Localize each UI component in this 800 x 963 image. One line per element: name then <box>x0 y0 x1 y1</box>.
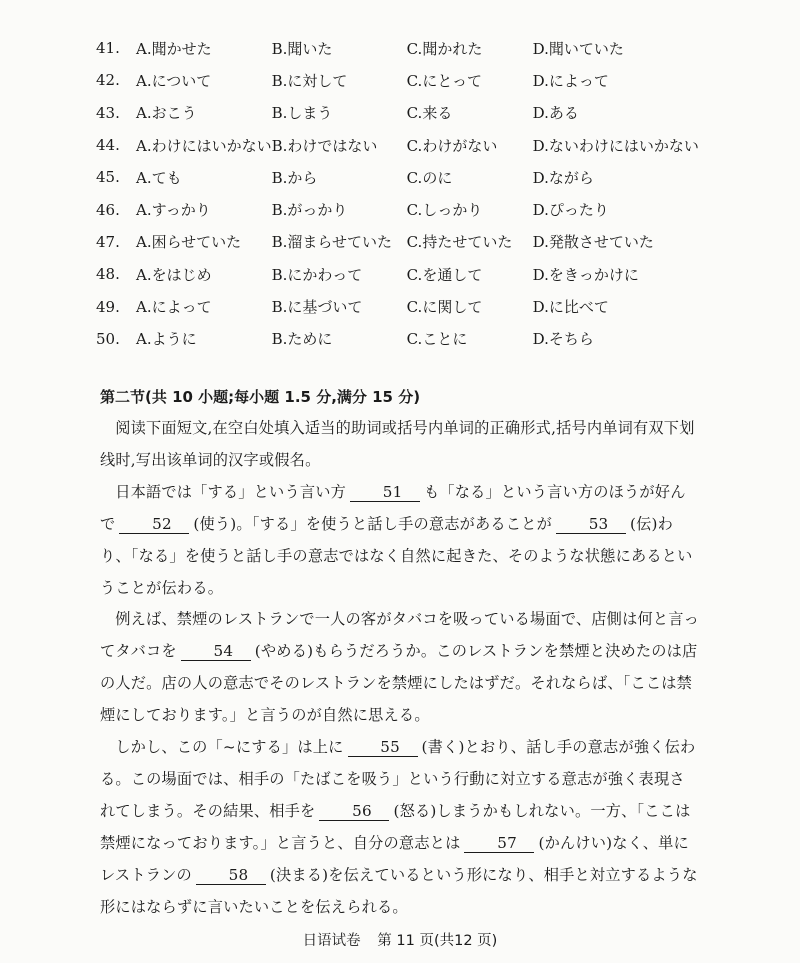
option-a: A.ても <box>136 168 182 187</box>
blank-53: 53 <box>556 515 626 534</box>
question-row <box>96 97 699 129</box>
question-number: 49. <box>96 297 120 316</box>
passage-text: 日本語では「する」という言い方 <box>115 482 346 501</box>
option-a: A.すっかり <box>136 201 211 220</box>
option-b: B.溜まらせていた <box>271 233 392 252</box>
option-b: B.がっかり <box>271 201 348 220</box>
instruction-paragraph: 阅读下面短文,在空白处填入适当的助词或括号内单词的正确形式,括号内单词有双下划线时,写出该单词的汉字或假名。 <box>100 419 695 469</box>
option-d: D.ないわけにはいかない <box>532 136 699 155</box>
question-number: 43. <box>96 103 120 122</box>
option-d: D.そちら <box>532 330 594 349</box>
option-b: B.に基づいて <box>271 298 363 317</box>
option-c: C.わけがない <box>406 136 498 155</box>
passage-text: (やめる)もらうだろうか。このレストランを禁煙と決めたのは店の人だ。店の人の意志でそのレストランを禁煙にしたはずだ。それならば、「ここは禁煙にしております。」と言うのが自然に思える。 <box>100 642 698 725</box>
option-d: D.をきっかけに <box>532 265 639 284</box>
blank-55: 55 <box>348 738 418 757</box>
footer-subject: 日语试卷 <box>302 933 361 949</box>
question-number: 48. <box>96 265 120 284</box>
option-c: C.のに <box>406 168 453 187</box>
option-d: D.ながら <box>532 168 594 187</box>
blank-56: 56 <box>319 802 389 821</box>
question-row <box>96 323 699 355</box>
option-d: D.ある <box>532 104 579 123</box>
option-b: B.わけではない <box>271 136 378 155</box>
option-c: C.持たせていた <box>406 233 513 252</box>
option-b: B.しまう <box>271 104 333 123</box>
passage-paragraph-3 <box>100 732 700 923</box>
options-table <box>96 32 699 355</box>
option-c: C.聞かれた <box>406 39 483 58</box>
option-d: D.発散させていた <box>532 233 654 252</box>
passage-paragraph-2 <box>100 604 700 732</box>
question-number: 46. <box>96 200 120 219</box>
question-number: 47. <box>96 232 120 251</box>
passage-text: (伝)わり、「なる」を使うと話し手の意志ではなく自然に起きた、そのような状態にあるということが伝わる。 <box>100 514 693 597</box>
passage-text: (使う)。「する」を使うと話し手の意志があることが <box>193 514 552 533</box>
option-c: C.しっかり <box>406 201 483 220</box>
option-c: C.来る <box>406 104 453 123</box>
question-row <box>96 64 699 96</box>
section-heading: 第二节(共 10 小题;每小题 1.5 分,满分 15 分) <box>100 388 421 406</box>
option-a: A.おこう <box>136 104 197 123</box>
option-a: A.わけにはいかない <box>136 136 272 155</box>
blank-54: 54 <box>181 642 251 661</box>
question-number: 50. <box>96 329 120 348</box>
option-d: D.聞いていた <box>532 39 624 58</box>
option-a: A.ように <box>136 330 197 349</box>
question-row <box>96 290 699 322</box>
option-a: A.聞かせた <box>136 39 212 58</box>
option-d: D.ぴったり <box>532 201 609 220</box>
option-d: D.に比べて <box>532 298 609 317</box>
option-b: B.聞いた <box>271 39 333 58</box>
question-row <box>96 193 699 225</box>
blank-57: 57 <box>464 834 534 853</box>
passage-text: も「なる」という言い方のほうが好んで <box>100 482 686 533</box>
blank-58: 58 <box>196 866 266 885</box>
footer-page-number: 第 11 页(共12 页) <box>377 933 498 949</box>
blank-51: 51 <box>350 483 420 502</box>
question-number: 41. <box>96 39 120 58</box>
blank-52: 52 <box>119 515 189 534</box>
option-b: B.に対して <box>271 71 348 90</box>
option-a: A.によって <box>136 298 212 317</box>
option-b: B.から <box>271 168 318 187</box>
passage-text: 例えば、禁煙のレストランで一人の客がタバコを吸っている場面で、店側は何と言ってタバコを <box>100 610 700 661</box>
question-row <box>96 161 699 193</box>
question-number: 44. <box>96 136 120 155</box>
option-a: A.困らせていた <box>136 233 242 252</box>
passage-text: (かんけい)なく、単にレストランの <box>100 833 689 884</box>
question-number: 42. <box>96 71 120 90</box>
question-number: 45. <box>96 168 120 187</box>
question-row <box>96 129 699 161</box>
option-c: C.を通して <box>406 265 483 284</box>
page-footer <box>0 929 800 950</box>
option-a: A.について <box>136 71 212 90</box>
passage-text: (書く)とおり、話し手の意志が強く伝わる。この場面では、相手の「たばこを吸う」という行動に対立する意志が強く表現されてしまう。その結果、相手を <box>100 738 696 820</box>
option-b: B.にかわって <box>271 265 363 284</box>
question-row <box>96 32 699 64</box>
option-c: C.に関して <box>406 298 483 317</box>
passage-text: (怒る)しまうかもしれない。一方、「ここは禁煙になっております。」と言うと、自分の意志とは <box>100 801 691 852</box>
option-c: C.ことに <box>406 330 468 349</box>
passage-paragraph-1 <box>100 477 700 605</box>
option-b: B.ために <box>271 330 333 349</box>
option-d: D.によって <box>532 71 609 90</box>
question-row <box>96 226 699 258</box>
option-c: C.にとって <box>406 71 483 90</box>
question-row <box>96 258 699 290</box>
passage-text: しかし、この「~にする」は上に <box>115 738 344 757</box>
passage-block <box>100 413 700 924</box>
passage-text: (決まる)を伝えているという形になり、相手と対立するような形にはならずに言いたいことを伝えられる。 <box>100 865 698 916</box>
option-a: A.をはじめ <box>136 265 212 284</box>
